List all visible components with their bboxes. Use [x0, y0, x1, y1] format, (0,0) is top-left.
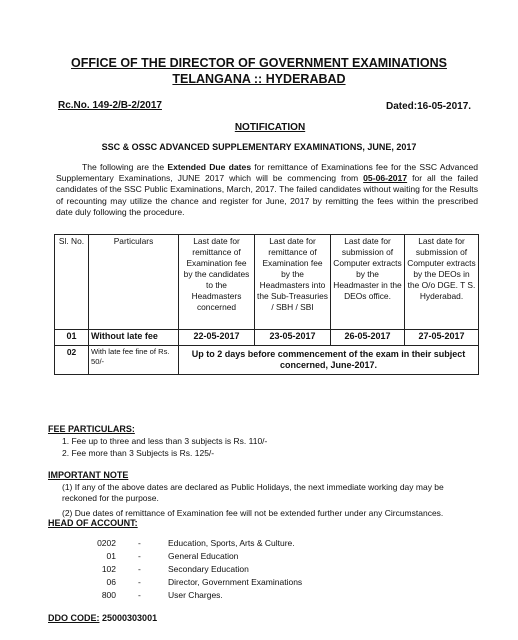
- commencement-date: 05-06-2017: [363, 173, 408, 184]
- account-code: 102: [101, 564, 116, 574]
- office-location: TELANGANA :: HYDERABAD: [172, 72, 346, 86]
- row-date: 27-05-2017: [405, 330, 479, 346]
- fee-particulars-heading: FEE PARTICULARS:: [48, 424, 135, 434]
- header-particulars: Particulars: [89, 235, 179, 330]
- account-dash: -: [138, 564, 141, 574]
- notification-heading: NOTIFICATION: [234, 122, 306, 133]
- due-dates-table: [54, 234, 479, 375]
- row-number: 01: [55, 330, 89, 346]
- account-code: 0202: [97, 538, 116, 548]
- dated: Dated:16-05-2017.: [386, 101, 472, 112]
- header-candidate-remittance: Last date for remittance of Examination fee by the candidates to the Headmasters concerned: [179, 235, 255, 330]
- account-desc: General Education: [168, 551, 239, 561]
- ddo-code-value: 25000303001: [102, 613, 158, 623]
- account-desc: Education, Sports, Arts & Culture.: [168, 538, 295, 548]
- fee-item: 2. Fee more than 3 Subjects is Rs. 125/-: [62, 448, 215, 458]
- header-headmaster-remittance: Last date for remittance of Examination fee by the Headmasters into the Sub-Treasuries / SBH / SBI: [255, 235, 331, 330]
- account-code: 06: [106, 577, 116, 587]
- account-code: 800: [101, 590, 116, 600]
- head-of-account-heading: HEAD OF ACCOUNT:: [48, 518, 138, 528]
- row-number: 02: [55, 346, 89, 375]
- note-item: (1) If any of the above dates are declared as Public Holidays, the next immediate working day may be reckoned for the purpose.: [62, 482, 444, 503]
- row-particular: With late fee fine of Rs. 50/-: [89, 346, 179, 375]
- extended-due-dates: Extended Due dates: [167, 162, 252, 172]
- intro-paragraph: [56, 162, 478, 218]
- fee-item: 1. Fee up to three and less than 3 subjects is Rs. 110/-: [62, 436, 268, 446]
- important-note-heading: IMPORTANT NOTE: [48, 470, 129, 480]
- office-title: OFFICE OF THE DIRECTOR OF GOVERNMENT EXAMINATIONS: [71, 56, 447, 70]
- account-dash: -: [138, 538, 141, 548]
- late-fee-note: Up to 2 days before commencement of the exam in their subject concerned, June-2017.: [179, 346, 479, 375]
- header-slno: Sl. No.: [55, 235, 89, 330]
- header-headmaster-extracts: Last date for submission of Computer extracts by the Headmaster in the DEOs office.: [331, 235, 405, 330]
- intro-text-1: The following are the: [82, 162, 168, 172]
- row-date: 23-05-2017: [255, 330, 331, 346]
- account-dash: -: [138, 551, 141, 561]
- table-header-row: [55, 235, 479, 330]
- account-dash: -: [138, 577, 141, 587]
- ddo-code: [48, 613, 157, 624]
- ddo-code-label: DDO CODE:: [48, 613, 100, 623]
- reference-number: Rc.No. 149-2/B-2/2017: [58, 100, 162, 111]
- intro-text-3: for all the failed candidates of the SSC Public Examinations, March, 2017. The failed candidates without waiting for the Results of recounting may utilize the chance and register for June, 2017 by remitting the fees within the prescribed date duly following the procedure.: [56, 173, 478, 217]
- row-date: 22-05-2017: [179, 330, 255, 346]
- notification-subject: SSC & OSSC ADVANCED SUPPLEMENTARY EXAMINATIONS, JUNE, 2017: [101, 142, 417, 152]
- account-code: 01: [106, 551, 116, 561]
- table-row: [55, 330, 479, 346]
- note-item: (2) Due dates of remittance of Examination fee will not be extended further under any Circumstances.: [62, 508, 444, 518]
- account-desc: Director, Government Examinations: [168, 577, 303, 587]
- account-dash: -: [138, 590, 141, 600]
- header-deo-extracts: Last date for submission of Computer extracts by the DEOs in the O/o DGE. T S. Hyderabad.: [405, 235, 479, 330]
- row-date: 26-05-2017: [331, 330, 405, 346]
- table-row: [55, 346, 479, 375]
- account-desc: User Charges.: [168, 590, 223, 600]
- intro-text-2: for remittance of Examinations fee for the SSC Advanced Supplementary Examinations, JUNE 2017 which will be commencing from: [56, 162, 478, 184]
- row-particular: Without late fee: [89, 330, 179, 346]
- account-desc: Secondary Education: [168, 564, 249, 574]
